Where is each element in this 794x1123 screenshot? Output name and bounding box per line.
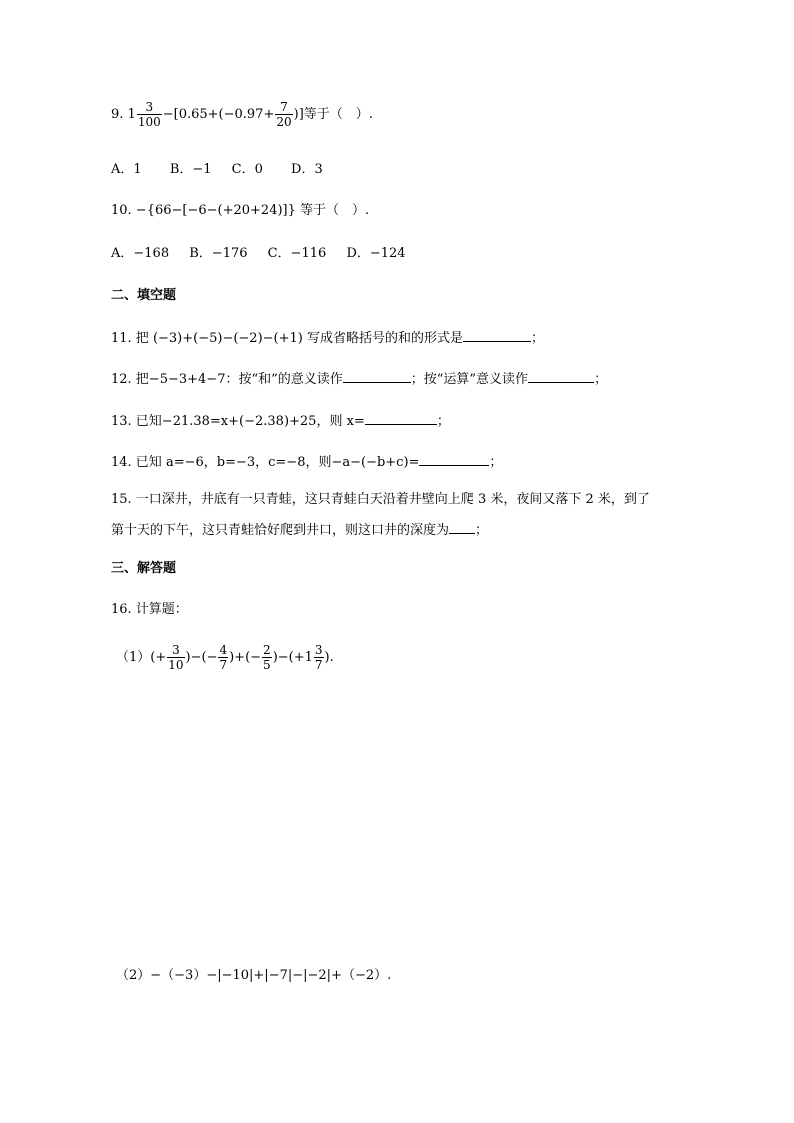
q9-frac2-den: 20: [276, 115, 292, 129]
q9-options: [111, 161, 323, 179]
q9-frac2-num: 7: [275, 100, 292, 115]
q9-number: 9.: [111, 107, 124, 122]
q11-answer-blank: [463, 328, 531, 342]
q16-p1-e: ).: [324, 650, 334, 665]
question-10: 10. −{66−[−6−(+20+24)]} 等于（ ）.: [111, 203, 370, 218]
q16-p1-label: （1）: [116, 650, 151, 665]
q16-p1-a: (+: [150, 650, 167, 665]
q16-fraction-1: [167, 643, 184, 672]
q16-f1-den: 10: [168, 658, 184, 672]
q16-f2-den: 7: [219, 658, 228, 672]
q10-option-a: A．−168: [111, 246, 170, 261]
question-9: [111, 100, 373, 129]
q16-f4-den: 7: [314, 658, 323, 672]
q9-option-b: B．−1: [169, 162, 212, 177]
q9-expr-mid: −[0.65+(−0.97+: [162, 107, 275, 122]
q10-options: [111, 245, 406, 263]
question-16-title: 16. 计算题：: [111, 602, 188, 617]
q16-f4-num: 3: [314, 643, 323, 657]
q13-text: 13. 已知−21.38=x+(−2.38)+25，则 x=: [111, 414, 365, 429]
q12-part1: 12. 把−5−3+4−7：按“和”的意义读作: [111, 372, 343, 387]
q16-p1-c: )+(−: [229, 650, 262, 665]
q13-end: ；: [436, 414, 450, 429]
q9-option-a: A．1: [111, 162, 142, 177]
question-15-line-2: [111, 520, 488, 540]
q9-option-d: D．3: [291, 162, 323, 177]
q16-p1-d: )−(+1: [272, 650, 313, 665]
question-11: [111, 328, 544, 348]
q16-f3-num: 2: [263, 643, 271, 657]
q10-option-d: D．−124: [346, 246, 406, 261]
q11-end: ；: [530, 331, 544, 346]
q9-expr-end: )]等于（ ）.: [293, 107, 373, 122]
q12-end: ；: [594, 372, 608, 387]
q15-text: 第十天的下午，这只青蛙恰好爬到井口，则这口井的深度为: [111, 523, 450, 538]
q9-whole: 1: [127, 106, 136, 122]
question-13: [111, 411, 450, 431]
q16-fraction-2: [218, 643, 228, 672]
q9-frac1-num: 3: [137, 100, 162, 115]
q16-fraction-4: [314, 643, 324, 672]
q15-end: ；: [475, 523, 489, 538]
q14-answer-blank: [419, 452, 489, 466]
q16-f3-den: 5: [263, 658, 271, 672]
q9-option-c: C．0: [231, 162, 263, 177]
q13-answer-blank: [365, 411, 437, 425]
q9-fraction-2: [275, 100, 292, 129]
q12-answer-blank-2: [528, 369, 594, 383]
q12-part2: ；按“运算”意义读作: [410, 372, 529, 387]
q16-f2-num: 4: [219, 643, 228, 657]
question-14: [111, 452, 502, 472]
q16-f1-num: 3: [167, 643, 184, 658]
q16-fraction-3: [262, 643, 272, 672]
q15-answer-blank: [449, 520, 475, 534]
q9-frac1-den: 100: [137, 115, 161, 129]
question-15-line-1: 15. 一口深井，井底有一只青蛙，这只青蛙白天沿着井壁向上爬 3 米，夜间又落下 2 米，到了: [111, 492, 650, 507]
q10-option-b: B．−176: [189, 246, 248, 261]
q14-end: ；: [489, 455, 503, 470]
question-16-part-1: [116, 643, 334, 672]
question-16-part-2: （2）−（−3）−|−10|+|−7|−|−2|+（−2）.: [116, 968, 392, 983]
question-12: [111, 369, 607, 389]
q14-text: 14. 已知 a=−6，b=−3，c=−8，则−a−(−b+c)=: [111, 455, 420, 470]
q9-fraction-1: [137, 100, 162, 129]
section-heading-solve: 三、解答题: [111, 561, 177, 576]
q12-answer-blank-1: [343, 369, 411, 383]
section-heading-fill-in: 二、填空题: [111, 288, 177, 303]
q10-option-c: C．−116: [267, 246, 327, 261]
q16-p1-b: )−(−: [185, 650, 218, 665]
q11-text: 11. 把 (−3)+(−5)−(−2)−(+1) 写成省略括号的和的形式是: [111, 331, 463, 346]
